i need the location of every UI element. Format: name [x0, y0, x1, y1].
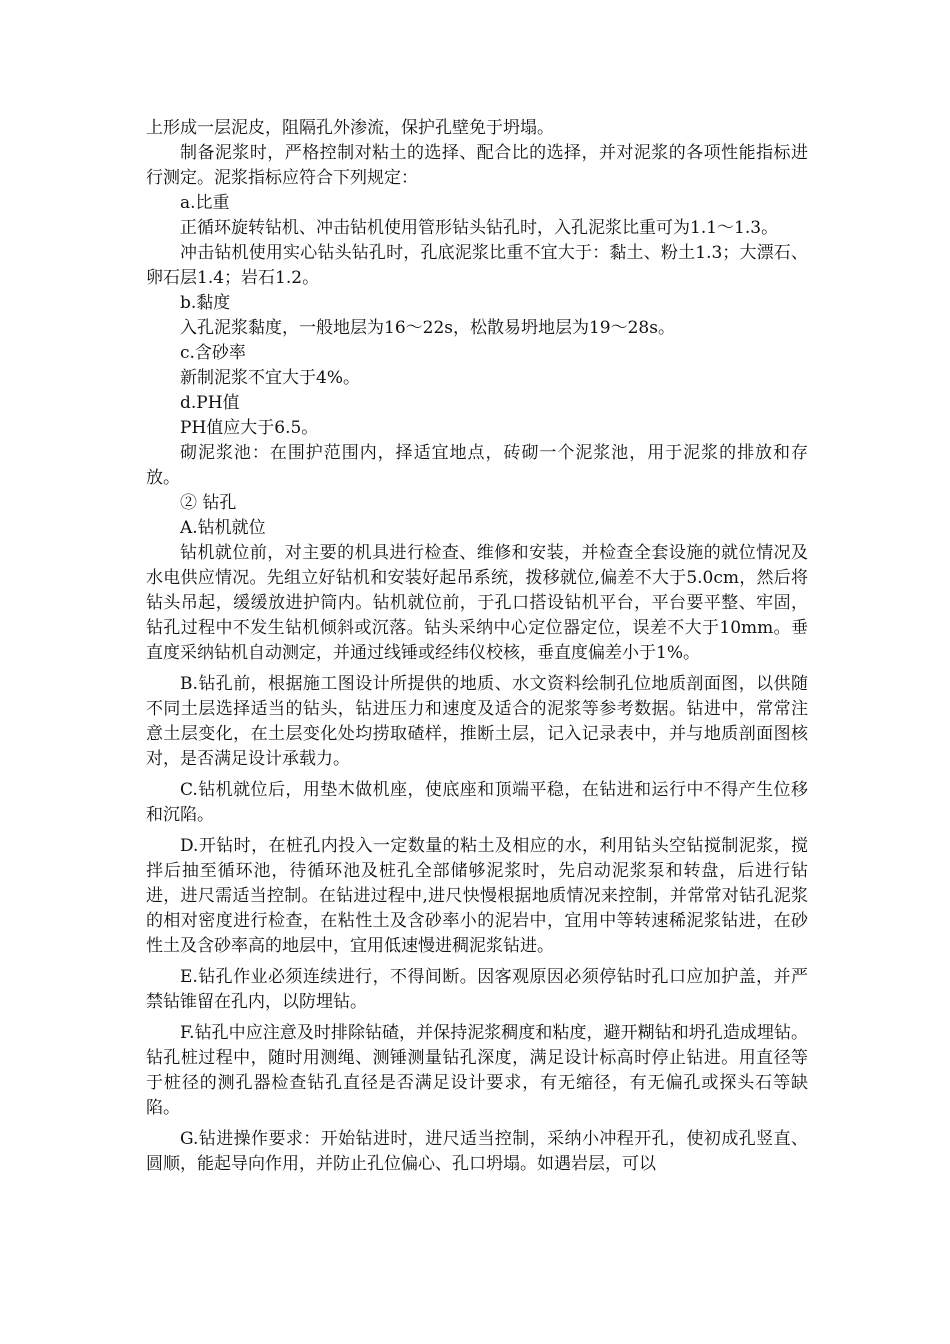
heading-viscosity: b.黏度 — [180, 293, 231, 313]
heading-drilling: ② 钻孔 — [180, 493, 237, 513]
paragraph-item-b: B.钻孔前，根据施工图设计所提供的地质、水文资料绘制孔位地质剖面图，以供随不同土层选择适当的钻头，钻进压力和速度及适合的泥浆等参考数据。钻进中，常常注意土层变化，在土层变化处均捞取碴样，推断土层，记入记录表中，并与地质剖面图核对，是否满足设计承载力。 — [146, 674, 808, 769]
document-body — [146, 116, 808, 1177]
heading-rig-positioning: A.钻机就位 — [180, 518, 266, 538]
heading-specific-gravity: a.比重 — [180, 193, 230, 213]
paragraph-continuation: 上形成一层泥皮，阻隔孔外渗流，保护孔壁免于坍塌。 — [146, 118, 554, 138]
paragraph-item-g: G.钻进操作要求：开始钻进时，进尺适当控制，采纳小冲程开孔，使初成孔竖直、圆顺，能起导向作用，并防止孔位偏心、孔口坍塌。如遇岩层，可以 — [146, 1129, 808, 1174]
heading-sand-content: c.含砂率 — [180, 343, 246, 363]
paragraph-item-e: E.钻孔作业必须连续进行，不得间断。因客观原因必须停钻时孔口应加护盖，并严禁钻锥留在孔内，以防埋钻。 — [146, 967, 808, 1012]
paragraph-mud-preparation: 制备泥浆时，严格控制对粘土的选择、配合比的选择，并对泥浆的各项性能指标进行测定。泥浆指标应符合下列规定： — [146, 143, 808, 188]
paragraph-item-d: D.开钻时，在桩孔内投入一定数量的粘土及相应的水，利用钻头空钻搅制泥浆，搅拌后抽至循环池，待循环池及桩孔全部储够泥浆时，先启动泥浆泵和转盘，后进行钻进，进尺需适当控制。在钻进过程中,进尺快慢根据地质情况来控制，并常常对钻孔泥浆的相对密度进行检查，在粘性土及含砂率小的泥岩中，宜用中等转速稀泥浆钻进，在砂性土及含砂率高的地层中，宜用低速慢进稠泥浆钻进。 — [146, 836, 808, 956]
paragraph-viscosity: 入孔泥浆黏度，一般地层为16～22s，松散易坍地层为19～28s。 — [180, 318, 675, 338]
paragraph-gravity-normal: 正循环旋转钻机、冲击钻机使用管形钻头钻孔时，入孔泥浆比重可为1.1～1.3。 — [180, 218, 779, 238]
paragraph-gravity-solid-bit: 冲击钻机使用实心钻头钻孔时，孔底泥浆比重不宜大于：黏土、粉土1.3；大漂石、卵石层1.4；岩石1.2。 — [146, 243, 808, 288]
paragraph-rig-positioning: 钻机就位前，对主要的机具进行检查、维修和安装，并检查全套设施的就位情况及水电供应情况。先组立好钻机和安装好起吊系统，拨移就位,偏差不大于5.0cm，然后将钻头吊起，缓缓放进护筒内。钻机就位前，于孔口搭设钻机平台，平台要平整、牢固，钻孔过程中不发生钻机倾斜或沉落。钻头采纳中心定位器定位，误差不大于10mm。垂直度采纳钻机自动测定，并通过线锤或经纬仪校核，垂直度偏差小于1%。 — [146, 543, 808, 663]
paragraph-item-f: F.钻孔中应注意及时排除钻碴，并保持泥浆稠度和粘度，避开糊钻和坍孔造成埋钻。钻孔桩过程中，随时用测绳、测锤测量钻孔深度，满足设计标高时停止钻进。用直径等于桩径的测孔器检查钻孔直径是否满足设计要求，有无缩径，有无偏孔或探头石等缺陷。 — [146, 1023, 808, 1118]
paragraph-sand-content: 新制泥浆不宜大于4%。 — [180, 368, 360, 388]
paragraph-item-c: C.钻机就位后，用垫木做机座，使底座和顶端平稳，在钻进和运行中不得产生位移和沉陷。 — [146, 780, 808, 825]
paragraph-mud-pool: 砌泥浆池：在围护范围内，择适宜地点，砖砌一个泥浆池，用于泥浆的排放和存放。 — [146, 443, 808, 488]
paragraph-ph: PH值应大于6.5。 — [180, 418, 319, 438]
heading-ph: d.PH值 — [180, 393, 240, 413]
